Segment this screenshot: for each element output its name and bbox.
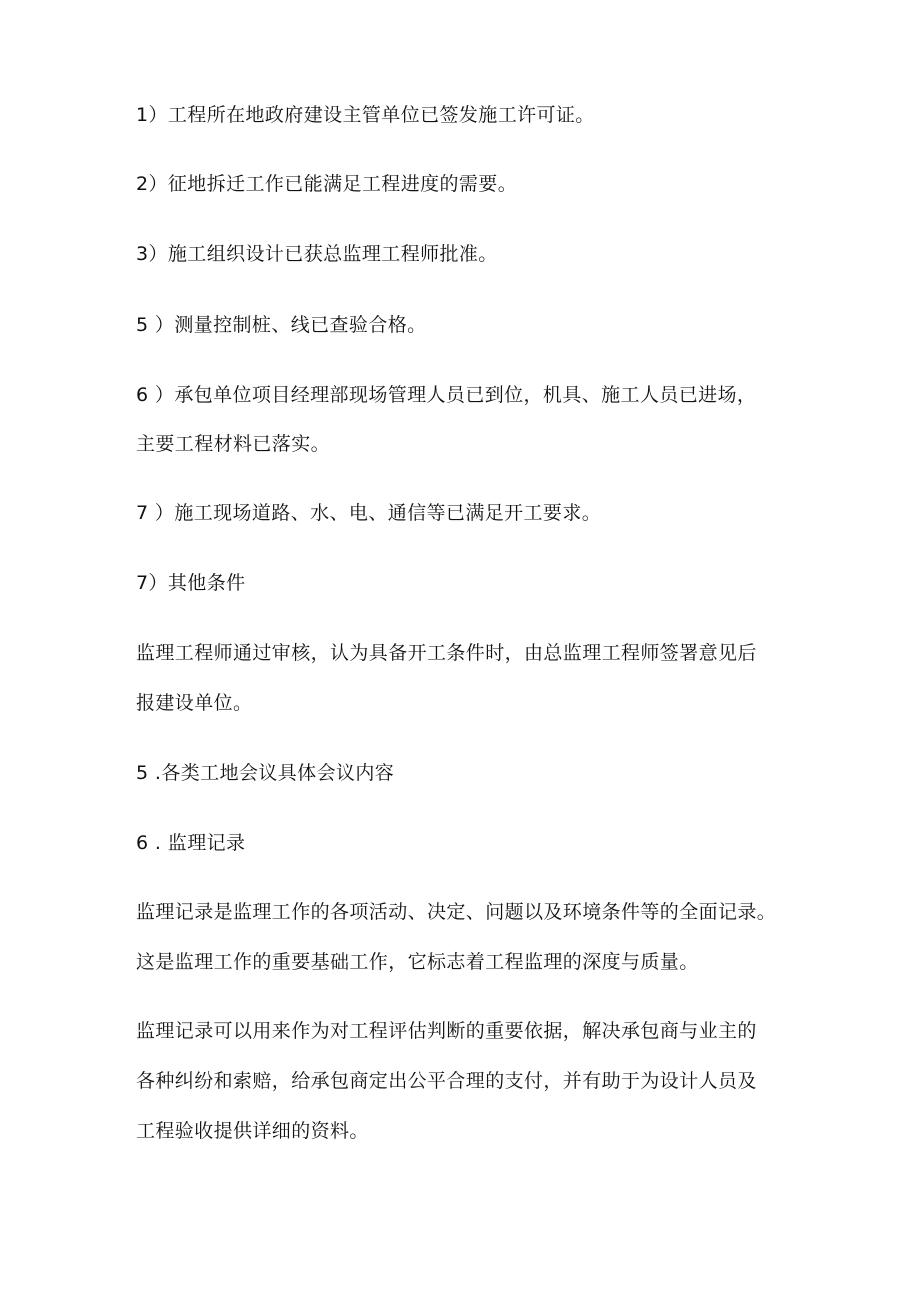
review-paragraph-line-1: 监理工程师通过审核，认为具备开工条件时，由总监理工程师签署意见后 [136,642,757,664]
records-paragraph-2-line-1: 监理记录可以用来作为对工程评估判断的重要依据，解决承包商与业主的 [136,1020,757,1042]
records-paragraph-1-line-2: 这是监理工作的重要基础工作，它标志着工程监理的深度与质量。 [136,951,699,973]
condition-other-text: 7）其他条件 [136,572,246,594]
condition-1-text: 1）工程所在地政府建设主管单位已签发施工许可证。 [136,104,595,126]
records-paragraph-2-line-3: 工程验收提供详细的资料。 [136,1120,369,1142]
condition-6-text-line-2: 主要工程材料已落实。 [136,433,331,455]
records-paragraph-2-line-2: 各种纠纷和索赔，给承包商定出公平合理的支付，并有助于为设计人员及 [136,1070,757,1092]
records-paragraph-1-line-1: 监理记录是监理工作的各项活动、决定、问题以及环境条件等的全面记录。 [136,901,777,923]
condition-5-text: 5 ）测量控制桩、线已查验合格。 [136,314,427,336]
review-paragraph-line-2: 报建设单位。 [136,692,253,714]
condition-7-text: 7 ）施工现场道路、水、电、通信等已满足开工要求。 [136,502,602,524]
condition-6-text-line-1: 6 ）承包单位项目经理部现场管理人员已到位，机具、施工人员已进场， [136,384,757,406]
condition-2-text: 2）征地拆迁工作已能满足工程进度的需要。 [136,173,518,195]
section-5-heading: 5 .各类工地会议具体会议内容 [136,762,395,784]
section-6-heading: 6 . 监理记录 [136,832,246,854]
condition-3-text: 3）施工组织设计已获总监理工程师批准。 [136,243,498,265]
